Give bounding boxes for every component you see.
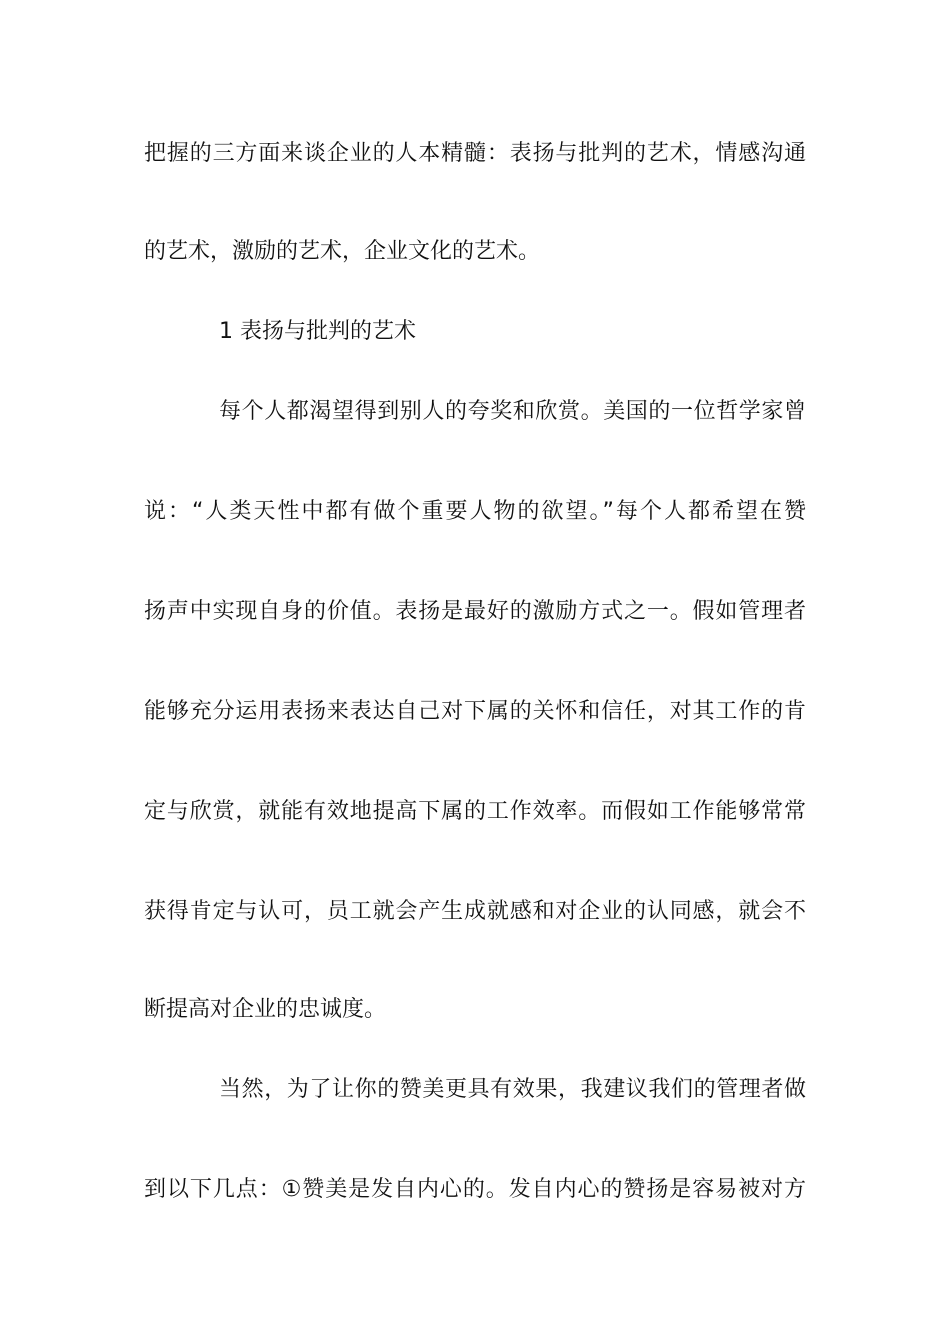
paragraph-line: 定与欣赏，就能有效地提高下属的工作效率。而假如工作能够常常 <box>144 799 806 824</box>
paragraph-line: 断提高对企业的忠诚度。 <box>144 997 387 1022</box>
paragraph-line: 获得肯定与认可，员工就会产生成就感和对企业的认同感，就会不 <box>144 899 806 924</box>
paragraph-line: 能够充分运用表扬来表达自己对下属的关怀和信任，对其工作的肯 <box>144 699 806 724</box>
paragraph-line: 说：“人类天性中都有做个重要人物的欲望。”每个人都希望在赞 <box>144 499 806 524</box>
paragraph-line: 到以下几点：①赞美是发自内心的。发自内心的赞扬是容易被对方 <box>144 1177 806 1202</box>
paragraph-line: 的艺术，激励的艺术，企业文化的艺术。 <box>144 239 541 264</box>
paragraph-line: 每个人都渴望得到别人的夸奖和欣赏。美国的一位哲学家曾 <box>219 399 806 424</box>
paragraph-line: 扬声中实现自身的价值。表扬是最好的激励方式之一。假如管理者 <box>144 599 806 624</box>
section-heading: 1 表扬与批判的艺术 <box>219 319 416 344</box>
paragraph-line: 当然，为了让你的赞美更具有效果，我建议我们的管理者做 <box>219 1077 806 1102</box>
paragraph-line: 把握的三方面来谈企业的人本精髓：表扬与批判的艺术，情感沟通 <box>144 141 806 166</box>
